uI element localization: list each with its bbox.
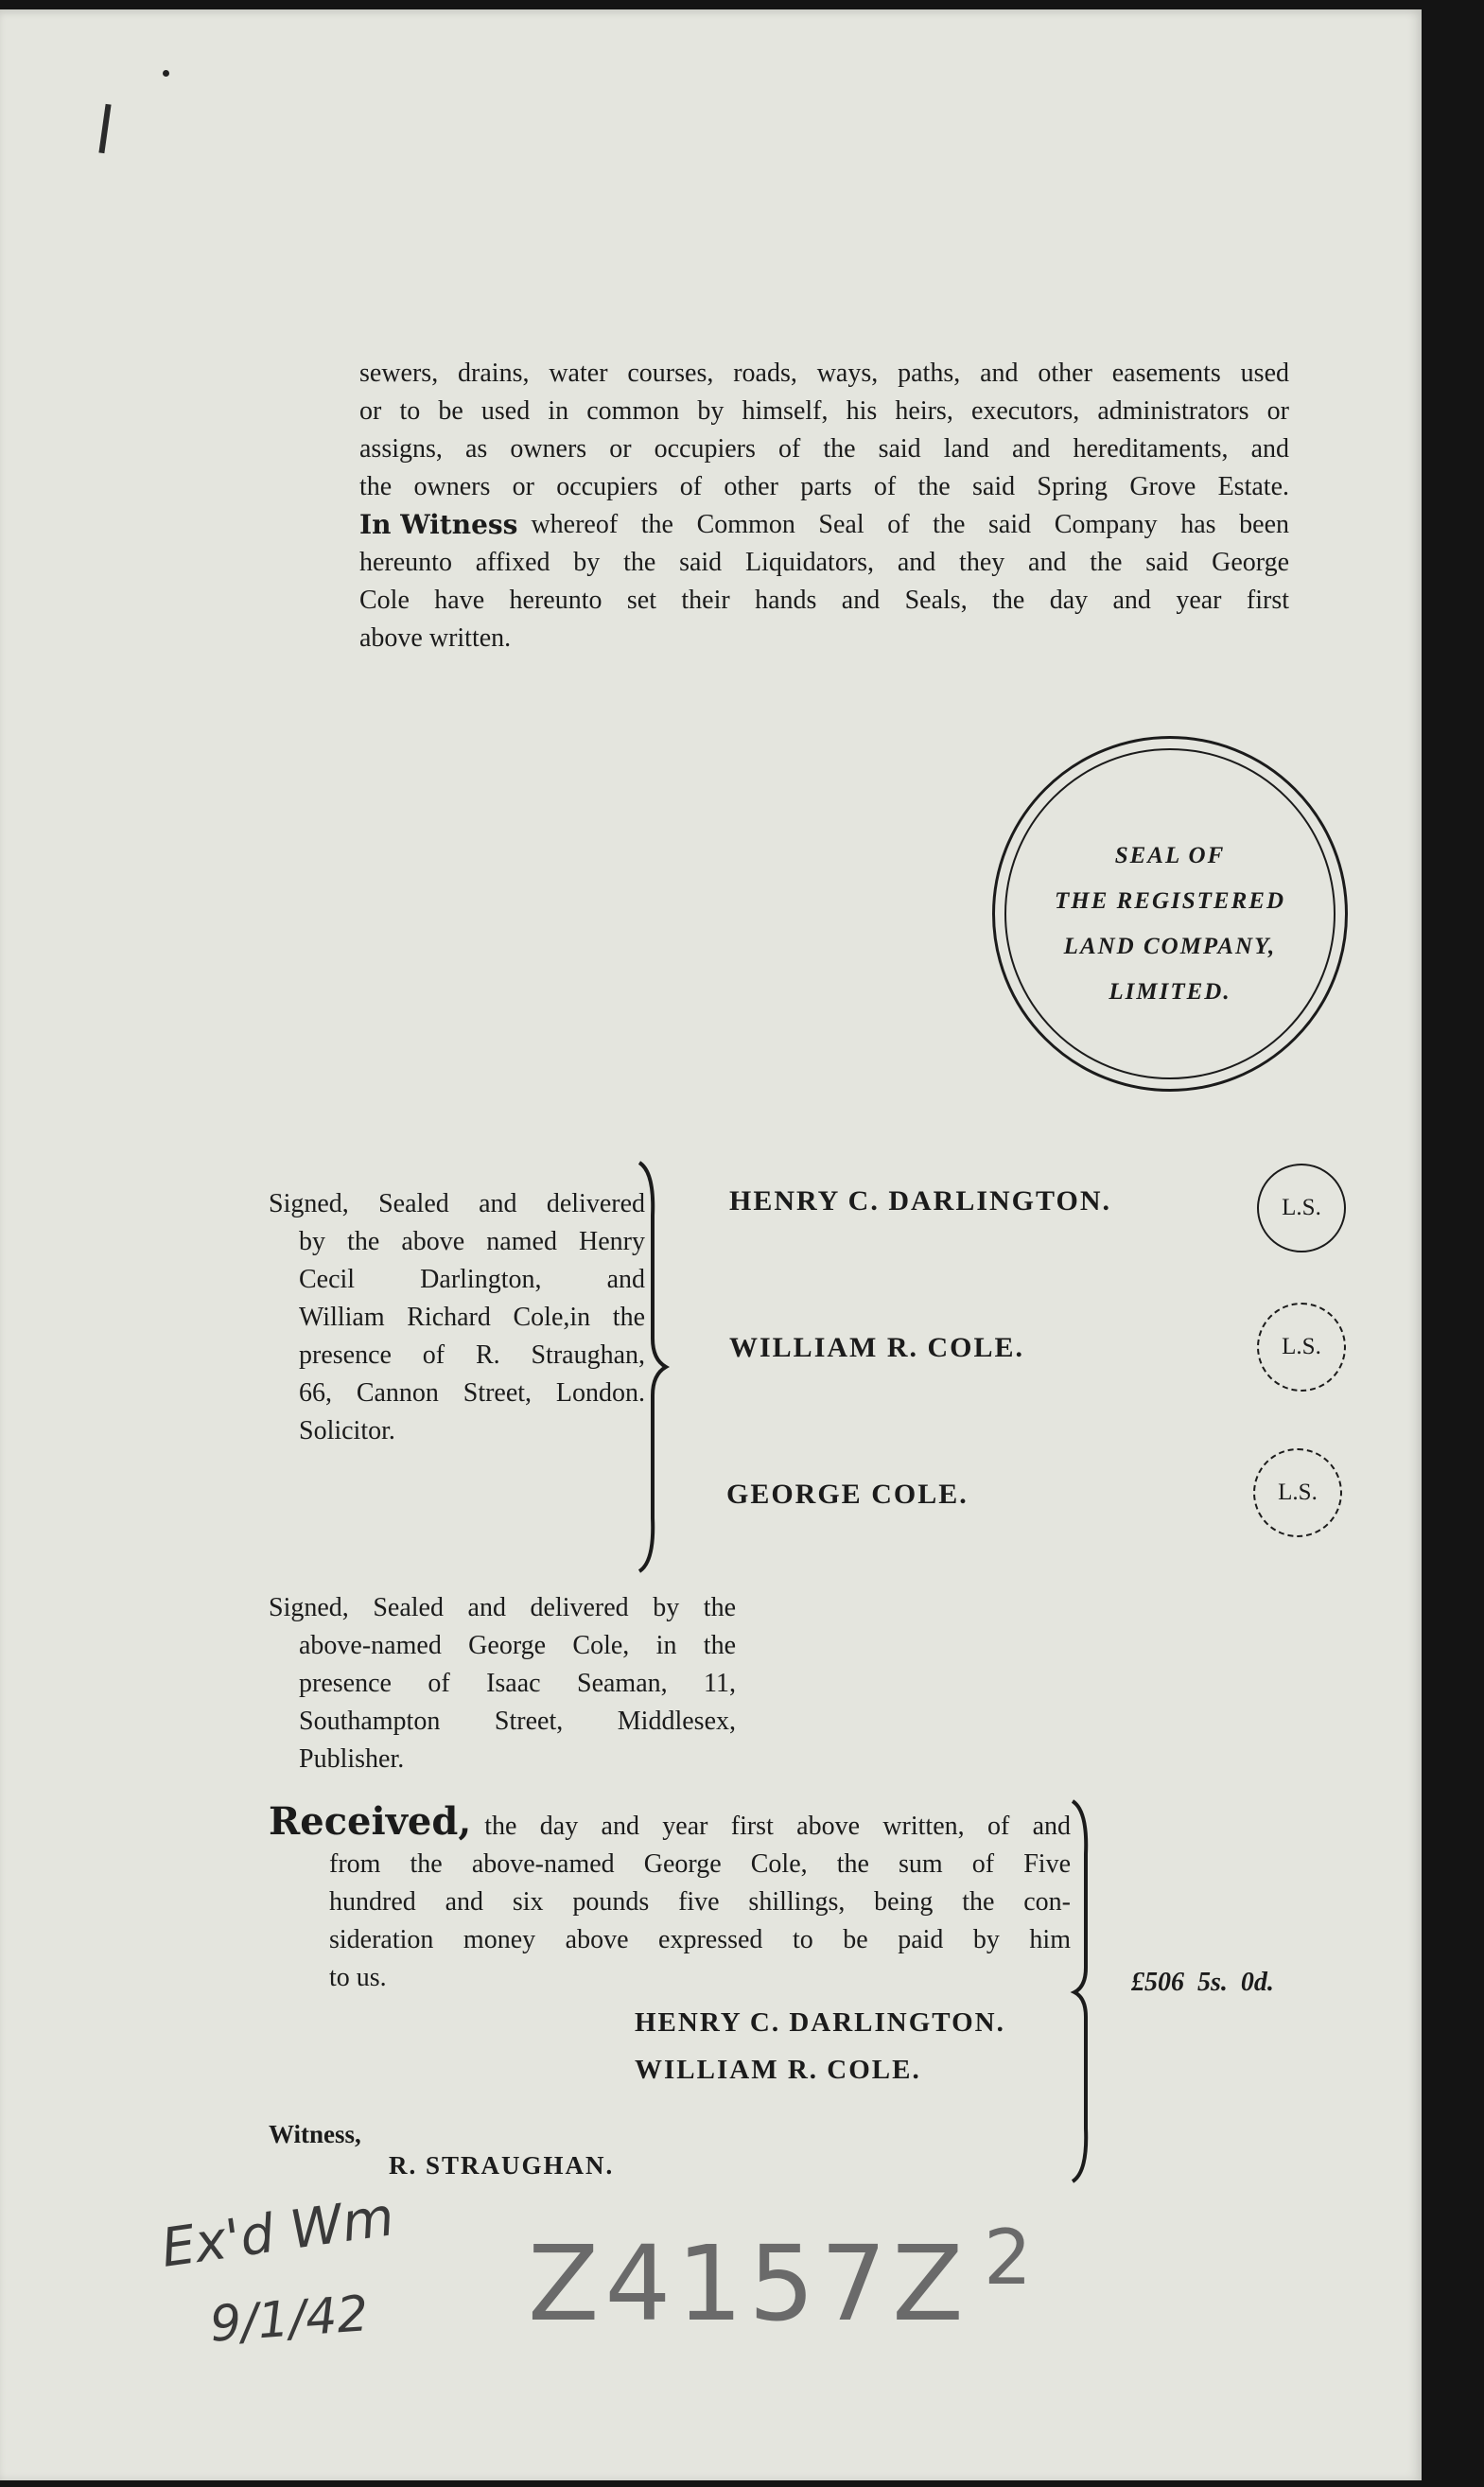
in-witness-heading: In Witness	[359, 509, 518, 540]
paragraph-line: the owners or occupiers of other parts of the said Spring Grove Estate.	[359, 472, 1289, 501]
attestation-line: William Richard Cole,in the	[299, 1303, 645, 1332]
receipt-signer-darlington: HENRY C. DARLINGTON.	[635, 2007, 1005, 2038]
attestation-line: Publisher.	[299, 1744, 405, 1774]
ls-seal-3: L.S.	[1253, 1448, 1342, 1537]
handwritten-number: Z4157Z	[528, 2223, 969, 2344]
receipt-line: sideration money above expressed to be paid by him	[329, 1925, 1071, 1954]
receipt-clause	[269, 1799, 1071, 1997]
attestation-clause-1	[269, 1185, 645, 1450]
witness-name: R. STRAUGHAN.	[389, 2151, 615, 2180]
attestation-line: Southampton Street, Middlesex,	[299, 1707, 736, 1736]
receipt-line: the day and year first above written, of and	[484, 1812, 1071, 1841]
signature-william-cole: WILLIAM R. COLE.	[729, 1332, 1025, 1363]
ls-seal-2: L.S.	[1257, 1303, 1346, 1392]
receipt-signer-cole: WILLIAM R. COLE.	[635, 2055, 921, 2085]
speck	[163, 70, 169, 77]
attestation-brace	[634, 1159, 672, 1575]
attestation-line: by the above named Henry	[299, 1227, 645, 1256]
attestation-line: Signed, Sealed and delivered	[269, 1189, 645, 1218]
attestation-line: Solicitor.	[299, 1416, 395, 1445]
attestation-line: above-named George Cole, in the	[299, 1631, 736, 1660]
witness-label: Witness,	[269, 2120, 361, 2148]
handwritten-mark: 2	[984, 2214, 1032, 2302]
attestation-line: Cecil Darlington, and	[299, 1265, 645, 1294]
attestation-clause-2	[269, 1589, 736, 1778]
ls-seal-1: L.S.	[1257, 1164, 1346, 1252]
paragraph-line	[359, 506, 1289, 544]
receipt-brace	[1067, 1797, 1105, 2185]
seal-line: LIMITED.	[1109, 979, 1231, 1005]
attestation-line: presence of R. Straughan,	[299, 1340, 645, 1370]
paragraph-line: above written.	[359, 623, 512, 653]
seal-line: SEAL OF	[1114, 843, 1226, 868]
receipt-first-line	[269, 1799, 1071, 1846]
receipt-line: to us.	[329, 1963, 387, 1992]
corner-mark	[98, 104, 111, 153]
attestation-line: presence of Isaac Seaman, 11,	[299, 1669, 736, 1698]
company-seal	[992, 736, 1348, 1092]
paragraph-line: or to be used in common by himself, his heirs, executors, administrators or	[359, 396, 1289, 426]
paragraph-line: Cole have hereunto set their hands and Seals, the day and year first	[359, 586, 1289, 615]
seal-line: THE REGISTERED	[1054, 888, 1286, 914]
deed-paragraph	[359, 355, 1289, 657]
paragraph-line: sewers, drains, water courses, roads, ways, paths, and other easements used	[359, 359, 1289, 388]
seal-text	[995, 833, 1345, 1015]
document-page	[0, 9, 1422, 2480]
handwritten-date: 9/1/42	[208, 2286, 371, 2354]
receipt-amount: £506 5s. 0d.	[1131, 1968, 1274, 1997]
attestation-line: Signed, Sealed and delivered by the	[269, 1593, 736, 1622]
attestation-line: 66, Cannon Street, London.	[299, 1378, 645, 1408]
paragraph-line: hereunto affixed by the said Liquidators, and they and the said George	[359, 548, 1289, 577]
receipt-line: hundred and six pounds five shillings, being the con-	[329, 1887, 1071, 1917]
receipt-line: from the above-named George Cole, the sum of Five	[329, 1849, 1071, 1879]
signature-george-cole: GEORGE COLE.	[726, 1479, 969, 1510]
signature-darlington: HENRY C. DARLINGTON.	[729, 1185, 1111, 1217]
paragraph-line: assigns, as owners or occupiers of the said land and hereditaments, and	[359, 434, 1289, 464]
handwritten-initials: Ex'd Wm	[157, 2186, 398, 2280]
paragraph-line-text: whereof the Common Seal of the said Company has been	[531, 510, 1289, 539]
seal-line: LAND COMPANY,	[1063, 934, 1277, 959]
received-heading: Received,	[269, 1799, 472, 1844]
